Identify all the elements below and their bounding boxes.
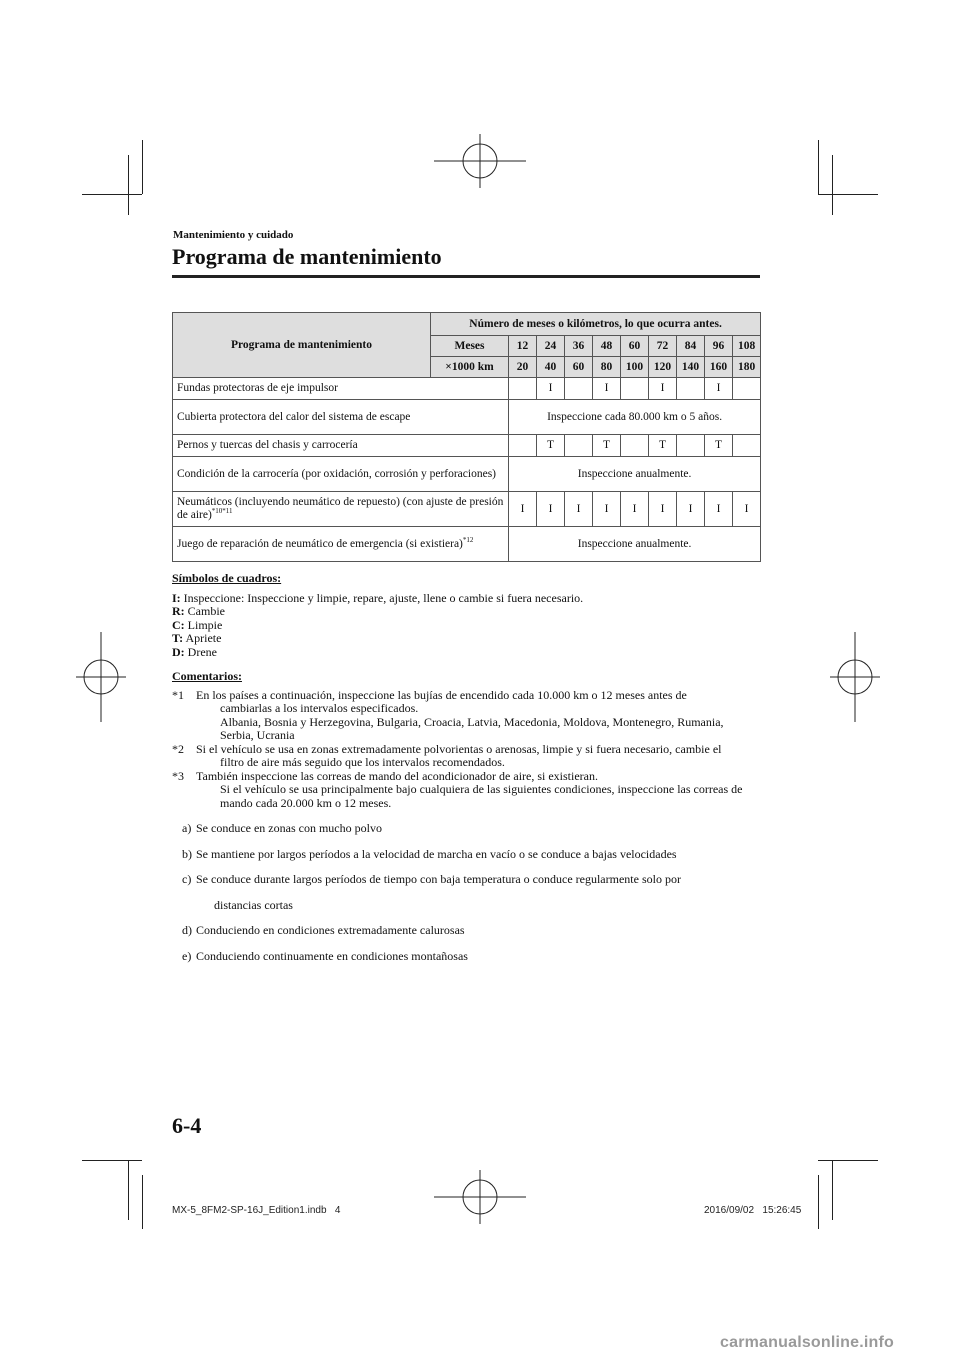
months-header-cell: 48: [593, 336, 621, 357]
page-number: 6-4: [172, 1113, 202, 1138]
note-text-continued: Albania, Bosnia y Herzegovina, Bulgaria, Croacia, Latvia, Macedonia, Moldova, Montenegro, Rumania,: [220, 714, 724, 729]
schedule-cell: [677, 435, 705, 457]
note-number: *3: [172, 768, 184, 783]
schedule-cell: I: [705, 378, 733, 400]
table-row: [173, 457, 761, 492]
item-name-text: Fundas protectoras de eje impulsor: [177, 382, 338, 394]
maintenance-schedule-table: [172, 312, 761, 562]
crop-mark: [82, 194, 142, 195]
footnote-ref: *10*11: [211, 507, 233, 516]
item-name-text: Cubierta protectora del calor del sistema de escape: [177, 410, 411, 423]
km-header-cell: 80: [593, 357, 621, 378]
footer-timestamp: 2016/09/02 15:26:45: [704, 1205, 802, 1216]
comments-section: [172, 670, 762, 975]
item-name: [173, 527, 509, 562]
condition-text: Conduciendo en condiciones extremadamente calurosas: [196, 923, 465, 937]
schedule-cell: [509, 378, 537, 400]
footnote-ref: *12: [462, 535, 474, 544]
watermark: carmanualsonline.info: [720, 1334, 895, 1351]
condition-item: [182, 873, 762, 912]
schedule-cell: I: [509, 492, 537, 527]
table-row: [173, 492, 761, 527]
note-text-continued: mando cada 20.000 km o 12 meses.: [220, 795, 392, 810]
km-header-cell: 160: [705, 357, 733, 378]
schedule-cell: [733, 435, 761, 457]
crop-mark: [832, 155, 833, 215]
months-header-cell: 84: [677, 336, 705, 357]
schedule-cell: [733, 378, 761, 400]
item-name: [173, 492, 509, 527]
condition-item: [182, 924, 762, 938]
crop-mark: [818, 140, 819, 194]
crop-mark: [818, 1175, 819, 1229]
legend-key: R:: [172, 604, 185, 618]
legend-text: Drene: [187, 644, 217, 659]
schedule-cell: [677, 378, 705, 400]
section-label: Mantenimiento y cuidado: [173, 229, 294, 241]
legend-text: Limpie: [187, 617, 223, 632]
condition-text: Se mantiene por largos períodos a la velocidad de marcha en vacío o se conduce a bajas velocidades: [196, 846, 677, 861]
item-name: [173, 435, 509, 457]
table-symbols-legend: [172, 572, 762, 659]
schedule-cell: T: [649, 435, 677, 457]
months-header-cell: 96: [705, 336, 733, 357]
note-number: *1: [172, 687, 184, 702]
condition-text: Se conduce durante largos períodos de tiempo con baja temperatura o conduce regularmente solo por: [196, 872, 681, 886]
note-text-continued: Serbia, Ucrania: [220, 728, 295, 742]
schedule-cell: I: [537, 492, 565, 527]
schedule-cell: I: [593, 378, 621, 400]
schedule-cell: [509, 435, 537, 457]
schedule-cell: [565, 378, 593, 400]
km-header-cell: 100: [621, 357, 649, 378]
legend-key: T:: [172, 631, 184, 645]
legend-item: [172, 632, 762, 646]
condition-letter: c): [182, 872, 192, 886]
condition-item: [182, 822, 762, 836]
condition-letter: d): [182, 923, 192, 937]
note-text: En los países a continuación, inspeccione las bujías de encendido cada 10.000 km o 12 meses antes de: [196, 687, 687, 702]
comment-note: [172, 770, 762, 811]
crop-mark: [832, 1160, 833, 1220]
months-header-cell: 72: [649, 336, 677, 357]
km-header-cell: 180: [733, 357, 761, 378]
schedule-cell: I: [621, 492, 649, 527]
schedule-cell: I: [649, 492, 677, 527]
note-text-continued: filtro de aire más seguido que los intervalos recomendados.: [220, 755, 505, 769]
condition-letter: b): [182, 846, 192, 861]
km-label: ×1000 km: [431, 357, 509, 378]
footer-file-name: MX-5_8FM2-SP-16J_Edition1.indb 4: [172, 1205, 341, 1216]
item-name: [173, 457, 509, 492]
condition-text-continued: distancias cortas: [214, 897, 293, 912]
item-name-text: Neumáticos (incluyendo neumático de repuesto) (con ajuste de presión de aire): [177, 496, 504, 521]
note-text: Si el vehículo se usa en zonas extremadamente polvorientas o arenosas, limpie y si fuera necesario, cambie el: [196, 741, 722, 756]
interval-note: Inspeccione cada 80.000 km o 5 años.: [509, 400, 761, 435]
condition-text: Conduciendo continuamente en condiciones montañosas: [196, 948, 468, 963]
schedule-cell: T: [593, 435, 621, 457]
crop-mark: [128, 1160, 129, 1220]
note-text-continued: Si el vehículo se usa principalmente bajo cualquiera de las siguientes condiciones, inspeccione las correas de: [220, 782, 743, 796]
condition-item: [182, 848, 762, 862]
months-header-cell: 108: [733, 336, 761, 357]
months-header-cell: 36: [565, 336, 593, 357]
km-header-cell: 60: [565, 357, 593, 378]
item-name-text: Juego de reparación de neumático de emergencia (si existiera): [177, 537, 463, 550]
months-header-cell: 60: [621, 336, 649, 357]
legend-key: D:: [172, 644, 185, 659]
legend-text: Cambie: [187, 604, 225, 618]
months-header-cell: 12: [509, 336, 537, 357]
note-text-continued: cambiarlas a los intervalos especificados.: [220, 701, 419, 715]
months-label: Meses: [431, 336, 509, 357]
schedule-cell: I: [733, 492, 761, 527]
schedule-cell: I: [537, 378, 565, 400]
crop-mark: [818, 1160, 878, 1161]
registration-mark-icon: [434, 134, 526, 188]
crop-mark: [128, 155, 129, 215]
schedule-cell: [621, 378, 649, 400]
schedule-cell: I: [705, 492, 733, 527]
legend-heading: Símbolos de cuadros:: [172, 571, 282, 585]
table-row: [173, 527, 761, 562]
km-header-cell: 20: [509, 357, 537, 378]
schedule-cell: I: [677, 492, 705, 527]
condition-letter: a): [182, 821, 192, 835]
schedule-cell: T: [537, 435, 565, 457]
registration-mark-icon: [76, 632, 126, 722]
item-name: [173, 378, 509, 400]
crop-mark: [818, 194, 878, 195]
legend-text: Inspeccione: Inspeccione y limpie, repare, ajuste, llene o cambie si fuera necesario.: [183, 590, 584, 605]
table-corner-label: Programa de mantenimiento: [173, 313, 431, 378]
crop-mark: [82, 1160, 142, 1161]
registration-mark-icon: [434, 1170, 526, 1224]
crop-mark: [142, 140, 143, 194]
interval-note: Inspeccione anualmente.: [509, 527, 761, 562]
schedule-cell: I: [593, 492, 621, 527]
km-header-cell: 140: [677, 357, 705, 378]
schedule-cell: I: [649, 378, 677, 400]
table-row: [173, 435, 761, 457]
months-header-cell: 24: [537, 336, 565, 357]
schedule-cell: I: [565, 492, 593, 527]
comments-heading: Comentarios:: [172, 669, 242, 683]
interval-note: Inspeccione anualmente.: [509, 457, 761, 492]
legend-key: I:: [172, 590, 181, 605]
crop-mark: [142, 1175, 143, 1229]
legend-text: Apriete: [185, 631, 222, 645]
note-number: *2: [172, 741, 184, 756]
legend-item: [172, 592, 762, 606]
condition-letter: e): [182, 948, 192, 963]
table-row: [173, 378, 761, 400]
condition-item: [182, 950, 762, 964]
schedule-cell: T: [705, 435, 733, 457]
interval-heading: Número de meses o kilómetros, lo que ocurra antes.: [431, 313, 761, 336]
legend-item: [172, 605, 762, 619]
item-name: [173, 400, 509, 435]
legend-key: C:: [172, 617, 185, 632]
note-text: También inspeccione las correas de mando del acondicionador de aire, si existieran.: [196, 768, 598, 783]
legend-item: [172, 619, 762, 633]
km-header-cell: 40: [537, 357, 565, 378]
schedule-cell: [565, 435, 593, 457]
table-row: [173, 400, 761, 435]
legend-item: [172, 646, 762, 660]
condition-text: Se conduce en zonas con mucho polvo: [196, 821, 382, 835]
comment-note: [172, 689, 762, 743]
comment-note: [172, 743, 762, 770]
schedule-cell: [621, 435, 649, 457]
item-name-text: Condición de la carrocería (por oxidación, corrosión y perforaciones): [177, 467, 496, 480]
item-name-text: Pernos y tuercas del chasis y carrocería: [177, 439, 358, 451]
registration-mark-icon: [830, 632, 880, 722]
km-header-cell: 120: [649, 357, 677, 378]
page-title: Programa de mantenimiento: [172, 244, 442, 269]
title-rule: [172, 275, 760, 278]
